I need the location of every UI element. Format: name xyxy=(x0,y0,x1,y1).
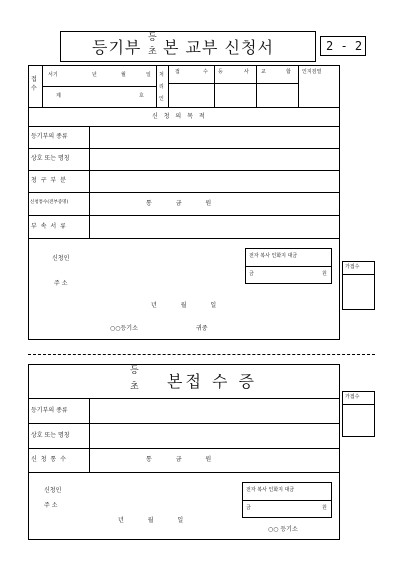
receipt-no-unit: 호 xyxy=(139,93,144,99)
processor-col-6: 합 xyxy=(286,69,291,75)
receipt-year-unit: 년 xyxy=(92,72,97,78)
application-title-left: 등기부 xyxy=(92,38,142,57)
processor-col-2: 수 xyxy=(203,69,208,75)
receipt-day-unit: 일 xyxy=(146,72,151,78)
address-label: 주 소 xyxy=(54,280,68,287)
to-line: 귀중 xyxy=(196,325,208,332)
processor-col-1: 접 xyxy=(175,69,180,75)
processor-label: 처리인 xyxy=(159,72,164,102)
row-label-attachments: 부 속 서 류 xyxy=(31,223,67,230)
row-value-copy-count[interactable]: 통 금 원 xyxy=(146,200,212,207)
row-label-register-type: 등기부의 종류 xyxy=(31,133,68,140)
receipt-address-label: 주 소 xyxy=(44,502,58,509)
processor-col-4: 사 xyxy=(244,69,249,75)
processor-col-3: 등 xyxy=(218,69,223,75)
receipt-fee-box-amount-label: 금 xyxy=(246,505,251,511)
fee-box-amount-label: 금 xyxy=(249,271,254,277)
receipt-label: 접수 xyxy=(31,76,37,92)
fee-box-amount-unit: 원 xyxy=(322,271,327,277)
receipt-date-line: 년 월 일 xyxy=(118,517,184,524)
row-label-trade-name: 상호 또는 명칭 xyxy=(31,155,70,162)
seal-label: 인지검열 xyxy=(302,69,322,75)
receipt-applicant-label: 신청인 xyxy=(44,487,62,494)
row-label-request-part: 청 구 부 분 xyxy=(31,177,67,184)
receipt-no-label: 제 xyxy=(56,93,61,99)
receipt-year-label: 서기 xyxy=(48,72,58,78)
application-title-stack-bottom: 초 xyxy=(148,47,157,57)
form-number: 2 - 2 xyxy=(326,39,363,53)
office-line: ○○등기소 xyxy=(110,325,138,332)
applicant-label: 신청인 xyxy=(52,255,70,262)
receipt-fee-box-title: 전자 복사 인화지 대금 xyxy=(246,487,295,493)
application-title-right: 본 교부 신청서 xyxy=(163,38,274,57)
row-label-copy-count: 신청통수(전부증명) xyxy=(30,200,69,205)
receipt-fee-box-amount-unit: 원 xyxy=(322,505,327,511)
receipt-row-value-copy-count[interactable]: 통 금 원 xyxy=(146,456,212,463)
cut-line xyxy=(28,354,375,355)
purpose-header: 신 청 의 목 적 xyxy=(152,113,207,120)
receipt-row-label-register-type: 등기부의 종류 xyxy=(31,407,68,414)
fee-box-title: 전자 복사 인화지 대금 xyxy=(249,253,298,259)
date-line: 년 월 일 xyxy=(151,302,217,309)
receipt-title-right: 본접 수 증 xyxy=(167,372,257,391)
receipt-stamp-box-label: 가접수 xyxy=(345,394,360,400)
receipt-title-stack-top: 등 xyxy=(130,366,139,376)
receipt-row-label-trade-name: 상호 또는 명칭 xyxy=(31,432,70,439)
receipt-row-label-copy-count: 신 청 통 수 xyxy=(31,456,67,463)
application-title-stack-top: 등 xyxy=(148,33,157,43)
receipt-office-line: ○○ 등기소 xyxy=(268,526,298,533)
stamp-box-label: 가접수 xyxy=(345,264,360,270)
receipt-month-unit: 월 xyxy=(121,72,126,78)
receipt-title-stack-bottom: 초 xyxy=(130,382,139,392)
processor-col-5: 교 xyxy=(261,69,266,75)
